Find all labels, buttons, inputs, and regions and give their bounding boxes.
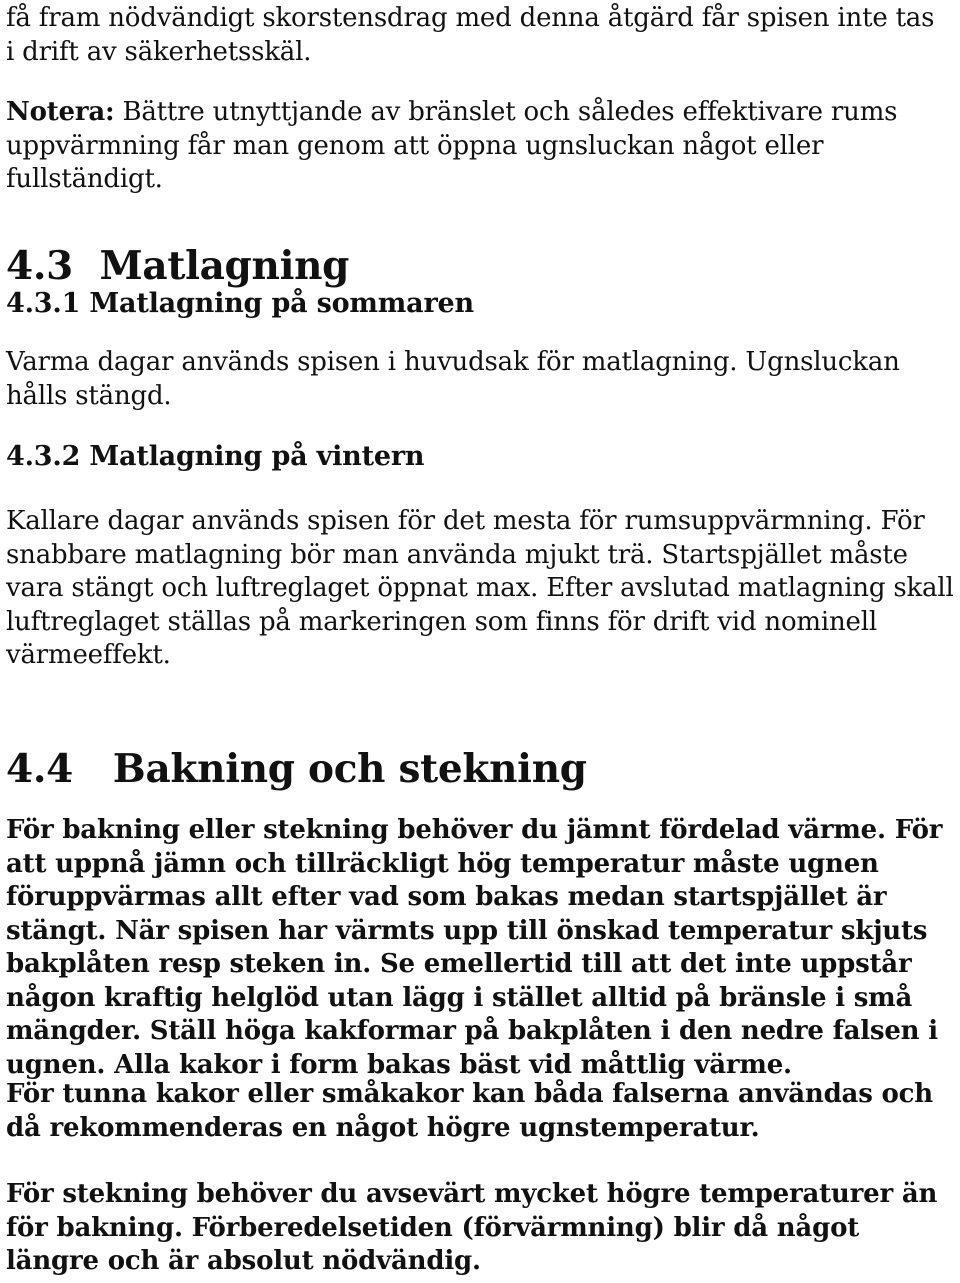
section-4-3-title: Matlagning [99,243,350,289]
section-4-4-heading [6,745,587,793]
section-4-4-title: Bakning och stekning [112,746,587,792]
section-4-4-number: 4.4 [6,746,73,792]
note-text: Bättre utnyttjande av bränslet och således effektivare rums uppvärmning får man genom att öppna ugnsluckan något eller fullständigt. [6,97,898,194]
section-4-4-paragraph-2: För tunna kakor eller småkakor kan båda falserna användas och då rekommenderas en något högre ugnstemperatur. [6,1079,933,1143]
subsection-4-3-2-text: Kallare dagar används spisen för det mesta för rumsuppvärmning. För snabbare matlagning bör man använda mjukt trä. Startspjället måste vara stängt och luftreglaget öppnat max. Efter avslutad matlagning skall luftreglaget ställas på markeringen som finns för drift vid nominell värmeeffekt. [6,506,954,670]
section-4-4-paragraph-3: För stekning behöver du avsevärt mycket högre temperaturer än för bakning. Förberedelsetiden (förvärmning) blir då något längre och är absolut nödvändig. [6,1179,938,1276]
intro-paragraph: få fram nödvändigt skorstensdrag med denna åtgärd får spisen inte tas i drift av säkerhetsskäl. [6,3,935,67]
subsection-4-3-2-heading: 4.3.2 Matlagning på vintern [6,441,425,472]
note-label: Notera: [6,97,115,127]
section-4-3-number: 4.3 [6,243,73,289]
subsection-4-3-1-text: Varma dagar används spisen i huvudsak för matlagning. Ugnsluckan hålls stängd. [6,347,900,411]
subsection-4-3-1-heading: 4.3.1 Matlagning på sommaren [6,288,474,319]
section-4-4-paragraph-1: För bakning eller stekning behöver du jämnt fördelad värme. För att uppnå jämn och tillräckligt hög temperatur måste ugnen föruppvärmas allt efter vad som bakas medan startspjället är stängt. När spisen har värmts upp till önskad temperatur skjuts bakplåten resp steken in. Se emellertid till att det inte uppstår någon kraftig helglöd utan lägg i stället alltid på bränsle i små mängder. Ställ höga kakformar på bakplåten i den nedre falsen i ugnen. Alla kakor i form bakas bäst vid måttlig värme. [6,815,943,1080]
note-paragraph [6,96,941,197]
section-4-3-heading [6,242,349,290]
